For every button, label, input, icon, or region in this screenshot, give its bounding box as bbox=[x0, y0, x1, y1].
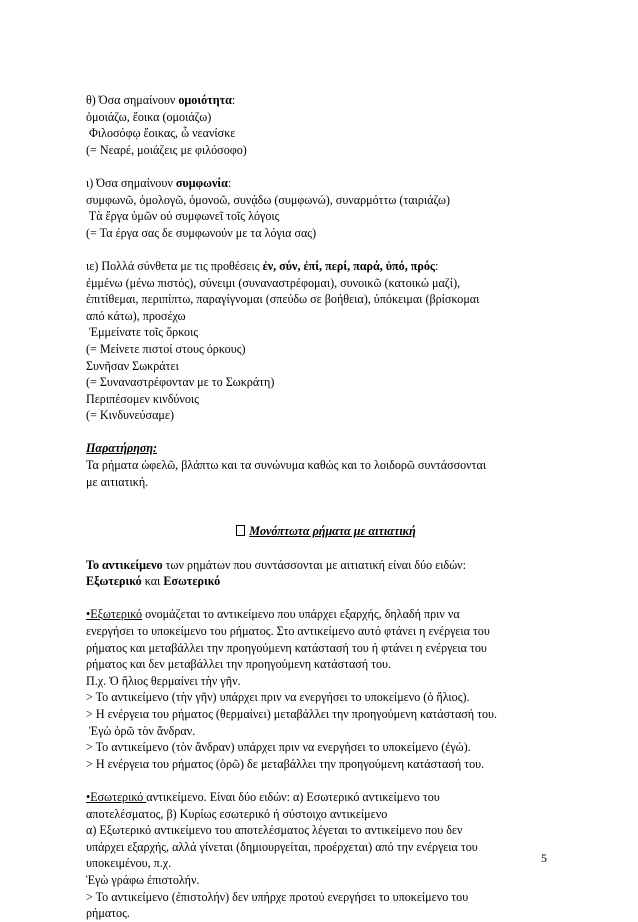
text-line: ρήματος και μεταβάλλει την προηγούμενη κατάστασή του ή φτάνει η ενέργεια του bbox=[86, 640, 487, 655]
text-line: Π.χ. Ὁ ἥλιος θερμαίνει τὴν γῆν. bbox=[86, 673, 241, 688]
internal-definition: •Εσωτερικό αντικείμενο. Είναι δύο ειδών: α) Εσωτερικό αντικείμενο του bbox=[86, 789, 440, 804]
text-line: αποτελέσματος, β) Κυρίως εσωτερικό ή σύστοιχο αντικείμενο bbox=[86, 806, 388, 821]
page-number: 5 bbox=[541, 851, 547, 865]
text-line: Φιλοσόφῳ ἔοικας, ὦ νεανίσκε bbox=[86, 126, 236, 141]
intro-line: Το αντικείμενο των ρημάτων που συντάσσονται με αιτιατική είναι δύο ειδών: bbox=[86, 557, 466, 572]
external-definition: •Εξωτερικό ονομάζεται το αντικείμενο που υπάρχει εξαρχής, δηλαδή πριν να bbox=[86, 607, 460, 622]
bullet-glyph bbox=[236, 525, 245, 536]
text-line: υπάρχει εξαρχής, αλλά γίνεται (δημιουργείται, προέρχεται) από την ενέργεια του bbox=[86, 839, 478, 854]
text-line: ρήματος. bbox=[86, 906, 130, 921]
text-line: > Το αντικείμενο (τὴν γῆν) υπάρχει πριν να ενεργήσει το υποκείμενο (ὁ ἥλιος). bbox=[86, 690, 470, 705]
text-line: ὁμοιάζω, ἔοικα (ομοιάζω) bbox=[86, 109, 212, 124]
text-line: > Η ενέργεια του ρήματος (θερμαίνει) μεταβάλλει την προηγούμενη κατάστασή του. bbox=[86, 706, 498, 721]
text-line: Τὰ ἔργα ὑμῶν οὐ συμφωνεῖ τοῖς λόγοις bbox=[86, 209, 280, 224]
document-page bbox=[86, 92, 556, 922]
text-line: α) Εξωτερικό αντικείμενο του αποτελέσματος λέγεται το αντικείμενο που δεν bbox=[86, 823, 463, 838]
text-line: (= Κινδυνεύσαμε) bbox=[86, 408, 174, 423]
text-line: Τα ρήματα ὠφελῶ, βλάπτω και τα συνώνυμα καθώς και το λοιδορῶ συντάσσονται bbox=[86, 458, 487, 473]
section-theta-heading: θ) Όσα σημαίνουν ομοιότητα: bbox=[86, 93, 236, 107]
text-line: Συνῆσαν Σωκράτει bbox=[86, 358, 179, 373]
section-iota-epsilon-heading: ιε) Πολλά σύνθετα με τις προθέσεις ἐν, σύν, ἐπί, περί, παρά, ὑπό, πρός: bbox=[86, 258, 439, 273]
text-line: > Το αντικείμενο (τὸν ἄνδραν) υπάρχει πριν να ενεργήσει το υποκείμενο (ἐγώ). bbox=[86, 740, 471, 755]
section-iota-heading: ι) Όσα σημαίνουν συμφωνία: bbox=[86, 175, 232, 190]
text-line: ἐπιτίθεμαι, περιπίπτω, παραγίγνομαι (σπεύδω σε βοήθεια), ὑπόκειμαι (βρίσκομαι bbox=[86, 292, 480, 307]
text-line: ἐμμένω (μένω πιστός), σύνειμι (συναναστρέφομαι), συνοικῶ (κατοικώ μαζί), bbox=[86, 275, 461, 290]
text-line: Περιπέσομεν κινδύνοις bbox=[86, 391, 199, 406]
text-line: συμφωνῶ, ὁμολογῶ, ὁμονοῶ, συνᾴδω (συμφωνώ), συναρμόττω (ταιριάζω) bbox=[86, 192, 451, 207]
subheading: Μονόπτωτα ρήματα με αιτιατική bbox=[86, 523, 556, 540]
text-line: > Το αντικείμενο (ἐπιστολήν) δεν υπήρχε προτού ενεργήσει το υποκείμενο του bbox=[86, 889, 469, 904]
text-line: ενεργήσει το υποκείμενο του ρήματος. Στο αντικείμενο αυτό φτάνει η ενέργεια του bbox=[86, 624, 490, 638]
text-line: Ἐμμείνατε τοῖς ὅρκοις bbox=[86, 325, 199, 340]
text-line: Ἐγὼ γράφω ἐπιστολήν. bbox=[86, 872, 200, 887]
text-line: (= Τα έργα σας δε συμφωνούν με τα λόγια σας) bbox=[86, 225, 317, 240]
text-line: από κάτω), προσέχω bbox=[86, 308, 186, 323]
text-line: > Η ενέργεια του ρήματος (ὁρῶ) δε μεταβάλλει την προηγούμενη κατάστασή του. bbox=[86, 756, 485, 771]
text-line: υποκειμένου, π.χ. bbox=[86, 856, 172, 871]
text-line: (= Νεαρέ, μοιάζεις με φιλόσοφο) bbox=[86, 142, 247, 157]
text-line: ρήματος και δεν μεταβάλλει την προηγούμενη κατάστασή του. bbox=[86, 657, 392, 672]
text-line: με αιτιατική. bbox=[86, 474, 149, 489]
text-line: Ἐγὼ ὁρῶ τὸν ἄνδραν. bbox=[86, 723, 196, 738]
text-line: (= Συναναστρέφονταν με το Σωκράτη) bbox=[86, 375, 275, 390]
intro-line: Εξωτερικό και Εσωτερικό bbox=[86, 574, 221, 589]
remark-title: Παρατήρηση: bbox=[86, 441, 158, 456]
text-line: (= Μείνετε πιστοί στους όρκους) bbox=[86, 341, 246, 356]
